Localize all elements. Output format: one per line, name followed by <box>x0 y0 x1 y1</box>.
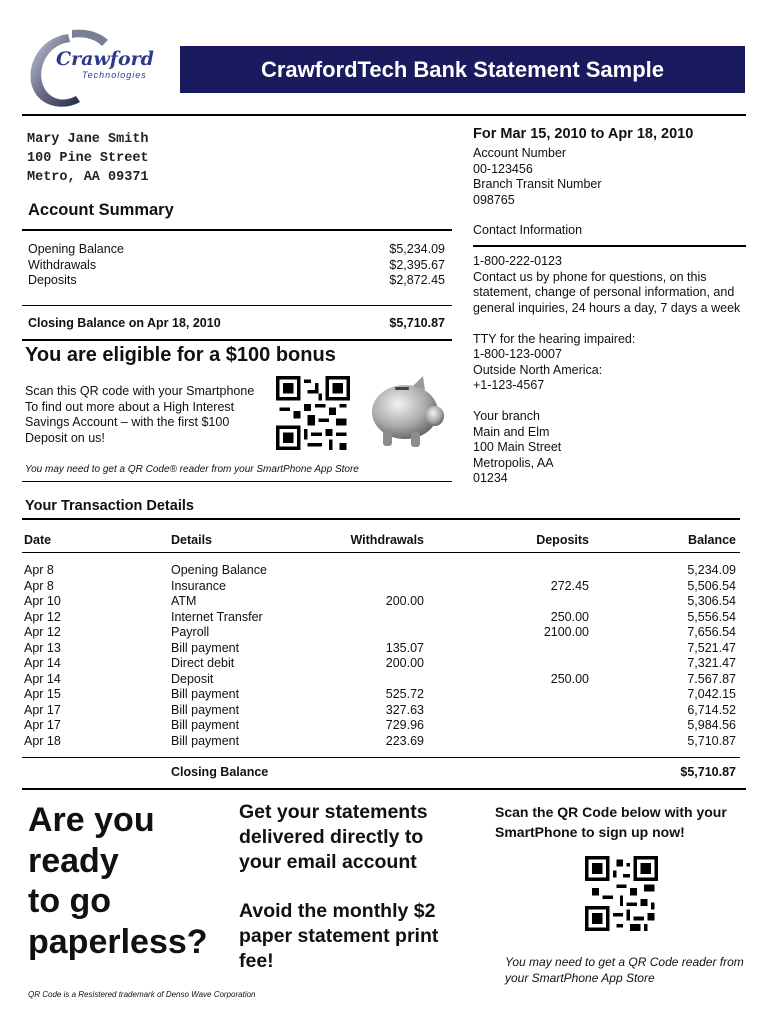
summary-value: $2,395.67 <box>389 257 445 272</box>
summary-divider-top <box>22 229 452 231</box>
tx-date: Apr 10 <box>24 594 61 608</box>
paperless-qr-note: You may need to get a QR Code reader from your SmartPhone App Store <box>505 955 744 985</box>
paperless-benefit-fee: Avoid the monthly $2 paper statement print fee! <box>239 900 439 972</box>
bonus-line: Savings Account – with the first $100 <box>25 415 230 429</box>
tx-details: Bill payment <box>171 718 240 732</box>
tx-balance: 7,656.54 <box>687 625 736 639</box>
contact-divider <box>473 245 746 247</box>
logo-wordmark: Crawford <box>56 48 154 70</box>
branch-line-2: 100 Main Street <box>473 440 562 454</box>
transaction-row <box>24 579 736 595</box>
transit-label: Branch Transit Number <box>473 177 602 191</box>
tx-date: Apr 18 <box>24 733 61 748</box>
tx-withdrawal: 525.72 <box>385 687 424 701</box>
paperless-scan-cta: Scan the QR Code below with your SmartPhone to sign up now! <box>495 804 727 840</box>
transactions-heading: Your Transaction Details <box>25 498 194 514</box>
statement-period: For Mar 15, 2010 to Apr 18, 2010 <box>473 126 694 142</box>
summary-value: $5,234.09 <box>389 242 445 256</box>
tx-balance: 7,321.47 <box>687 656 736 670</box>
branch-line-1: Main and Elm <box>473 425 550 439</box>
statement-title: CrawfordTech Bank Statement Sample <box>180 46 745 93</box>
tx-date: Apr 14 <box>24 656 61 670</box>
tx-details: Bill payment <box>171 733 240 748</box>
tty-number: 1-800-123-0007 <box>473 347 562 361</box>
contact-desc-2: statement, change of personal information, and <box>473 285 735 299</box>
account-number-label: Account Number <box>473 146 567 160</box>
piggy-bank-icon <box>365 372 447 452</box>
tx-date: Apr 15 <box>24 687 61 701</box>
tx-date: Apr 12 <box>24 625 61 639</box>
account-number: 00-123456 <box>473 162 533 176</box>
account-summary-rows <box>28 242 445 289</box>
col-details: Details <box>171 533 212 547</box>
tx-deposit: 250.00 <box>550 609 589 624</box>
branch-label: Your branch <box>473 409 540 423</box>
tx-balance: 5,710.87 <box>687 733 736 748</box>
transaction-row <box>24 563 736 579</box>
transactions-table <box>24 563 736 749</box>
transaction-row <box>24 594 736 610</box>
transaction-row <box>24 687 736 703</box>
customer-street: 100 Pine Street <box>27 151 149 166</box>
trademark-footnote: QR Code is a Resistered trademark of Denso Wave Corporation <box>28 990 256 999</box>
bonus-divider <box>22 481 452 482</box>
bonus-title: You are eligible for a $100 bonus <box>25 344 336 366</box>
tx-withdrawal: 200.00 <box>385 656 424 670</box>
summary-row <box>28 242 445 258</box>
bonus-text <box>25 384 265 446</box>
paperless-benefit-email: Get your statements delivered directly to your email account <box>239 801 428 873</box>
tx-details: Deposit <box>171 671 214 686</box>
bonus-qr-note: You may need to get a QR Code® reader from your SmartPhone App Store <box>25 464 359 475</box>
tx-balance: 5,306.54 <box>687 594 736 608</box>
tx-details: Internet Transfer <box>171 609 263 624</box>
tx-balance: 7,042.15 <box>687 687 736 701</box>
tx-details: Bill payment <box>171 702 240 717</box>
paperless-line: to go <box>28 882 112 920</box>
tx-date: Apr 17 <box>24 718 61 732</box>
summary-value: $2,872.45 <box>389 273 445 287</box>
paperless-benefits <box>239 800 454 974</box>
customer-address <box>27 130 149 187</box>
tx-date: Apr 14 <box>24 671 61 686</box>
paperless-line: Are you <box>28 801 155 839</box>
tx-closing-value: $5,710.87 <box>680 765 736 779</box>
tx-withdrawal: 135.07 <box>385 640 424 655</box>
tx-deposit: 250.00 <box>550 671 589 686</box>
logo-subtext: Technologies <box>82 70 147 80</box>
transactions-divider-top <box>22 518 740 520</box>
closing-balance-label: Closing Balance on Apr 18, 2010 <box>28 316 221 330</box>
tx-withdrawal: 223.69 <box>385 733 424 748</box>
summary-label: Withdrawals <box>28 257 97 272</box>
tx-details: Insurance <box>171 578 226 593</box>
tx-details: ATM <box>171 594 197 608</box>
summary-closing <box>28 316 445 330</box>
transaction-row <box>24 641 736 657</box>
summary-row <box>28 258 445 274</box>
transit-number: 098765 <box>473 193 515 207</box>
tx-date: Apr 8 <box>24 563 54 577</box>
customer-name: Mary Jane Smith <box>27 132 149 147</box>
bonus-line: To find out more about a High Interest <box>25 399 235 414</box>
transactions-closing-divider <box>22 757 740 758</box>
transaction-row <box>24 703 736 719</box>
closing-balance-value: $5,710.87 <box>389 316 445 330</box>
contact-desc-3: general inquiries, 24 hours a day, 7 days a week <box>473 301 741 315</box>
spacer <box>239 875 454 899</box>
tx-details: Opening Balance <box>171 563 267 577</box>
tx-details: Payroll <box>171 625 210 639</box>
tx-deposit: 2100.00 <box>543 625 589 639</box>
piggy-bank-image <box>365 372 447 452</box>
col-balance: Balance <box>688 533 736 547</box>
transaction-row <box>24 656 736 672</box>
tx-date: Apr 12 <box>24 609 61 624</box>
tx-balance: 7.567.87 <box>687 671 736 686</box>
tx-date: Apr 13 <box>24 640 61 655</box>
tx-balance: 5,506.54 <box>687 578 736 593</box>
outside-number: +1-123-4567 <box>473 378 545 392</box>
summary-label: Opening Balance <box>28 242 124 256</box>
summary-row <box>28 273 445 289</box>
tx-date: Apr 17 <box>24 702 61 717</box>
header-divider <box>22 114 746 116</box>
outside-label: Outside North America: <box>473 363 603 377</box>
summary-label: Deposits <box>28 273 77 287</box>
paperless-line: paperless? <box>28 922 208 961</box>
transaction-row <box>24 718 736 734</box>
paperless-qr-code[interactable] <box>585 856 658 931</box>
branch-line-4: 01234 <box>473 471 508 485</box>
tx-deposit: 272.45 <box>550 578 589 593</box>
tx-balance: 5,556.54 <box>687 609 736 624</box>
qr-code-icon <box>585 856 658 931</box>
col-date: Date <box>24 533 52 547</box>
bonus-qr-code[interactable] <box>276 376 350 450</box>
tty-label: TTY for the hearing impaired: <box>473 332 636 346</box>
transactions-closing-row <box>24 765 736 781</box>
tx-balance: 5,234.09 <box>687 563 736 577</box>
tx-balance: 5,984.56 <box>687 718 736 732</box>
transaction-row <box>24 610 736 626</box>
tx-date: Apr 8 <box>24 578 54 593</box>
contact-phone: 1-800-222-0123 <box>473 254 562 268</box>
contact-desc-1: Contact us by phone for questions, on this <box>473 270 707 284</box>
tx-withdrawal: 327.63 <box>385 702 424 717</box>
bonus-line: Scan this QR code with your Smartphone <box>25 384 255 398</box>
paperless-divider <box>22 788 746 790</box>
transactions-header-divider <box>22 552 740 553</box>
tx-balance: 7,521.47 <box>687 640 736 655</box>
transaction-row <box>24 734 736 750</box>
customer-city: Metro, AA 09371 <box>27 170 149 185</box>
transaction-row <box>24 672 736 688</box>
branch-line-3: Metropolis, AA <box>473 456 554 470</box>
transaction-row <box>24 625 736 641</box>
col-deposits: Deposits <box>536 533 589 547</box>
qr-code-icon <box>276 376 350 450</box>
transactions-header-row <box>24 533 736 549</box>
paperless-headline <box>28 800 208 962</box>
crawford-logo <box>22 26 154 116</box>
account-summary-heading: Account Summary <box>28 201 174 219</box>
tx-withdrawal: 200.00 <box>385 594 424 608</box>
contact-heading: Contact Information <box>473 223 583 237</box>
tx-details: Bill payment <box>171 687 240 701</box>
bonus-line: Deposit on us! <box>25 430 105 445</box>
tx-details: Bill payment <box>171 640 240 655</box>
tx-closing-label: Closing Balance <box>171 765 269 779</box>
summary-divider-mid <box>22 305 452 306</box>
paperless-line: ready <box>28 841 119 880</box>
tx-details: Direct debit <box>171 656 235 670</box>
tx-balance: 6,714.52 <box>687 702 736 717</box>
tx-withdrawal: 729.96 <box>385 718 424 732</box>
col-withdrawals: Withdrawals <box>350 533 424 547</box>
summary-divider-bottom <box>22 339 452 341</box>
